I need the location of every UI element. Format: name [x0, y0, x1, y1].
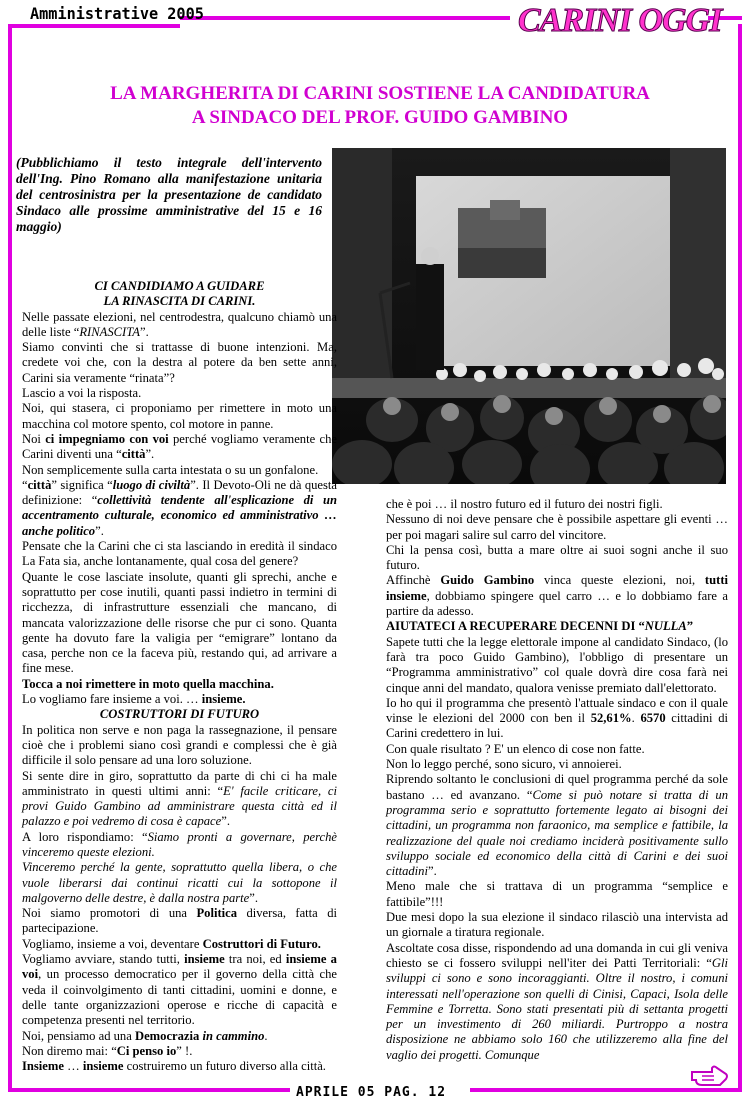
- text-run: ci impegniamo con voi: [45, 431, 169, 446]
- body-paragraph: Quante le cose lasciate insolute, quanti gli sprechi, anche e soprattutto per cose inutili, quanti passi indietro in termini di ricchezza, di infrastrutture essenziali che mancano, di mancata valorizzazione delle risorse che pur ci sono. Quanta gente ha dovuto fare la valigia per “emigrare” lontano da casa, perche non ce la faceva più, restando qui, ad arrivare a fine mese.: [22, 569, 337, 676]
- body-paragraph: che è poi … il nostro futuro ed il futuro dei nostri figli.: [386, 497, 663, 511]
- text-run: RINASCITA: [79, 324, 140, 339]
- body-paragraph: [22, 769, 337, 830]
- text-run: insieme a voi: [22, 952, 337, 982]
- speaker-at-podium-photo: [332, 148, 726, 484]
- text-run: ” !.: [176, 1043, 193, 1058]
- text-run: Affinchè: [386, 573, 441, 588]
- text-run: ”.: [427, 864, 437, 879]
- body-paragraph: [386, 619, 728, 634]
- body-paragraph: [22, 478, 337, 539]
- text-run: Noi siamo promotori di una: [22, 906, 197, 921]
- text-run: Noi: [22, 431, 46, 446]
- text-run: Insieme: [22, 1059, 64, 1074]
- text-run: Noi, pensiamo ad una: [22, 1028, 135, 1043]
- body-paragraph: [22, 1044, 337, 1059]
- body-paragraph: Non lo leggo perché, sono sicuro, vi annoierei.: [386, 757, 622, 772]
- text-run: cittadini di Carini credettero in lui.: [386, 711, 728, 741]
- body-paragraph: Chi la pensa così, butta a mare oltre ai suoi sogni anche il suo futuro.: [386, 542, 728, 573]
- article-intro: (Pubblichiamo il testo integrale dell'intervento dell'Ing. Pino Romano alla manifestazione unitaria del centrosinistra per la presentazione de candidato Sindaco alle prossime amministrative del 15 e 16 maggio): [16, 155, 322, 234]
- text-run: , un processo democratico per il governo della città che veda il coinvolgimento di tanti cittadini, uomini e donne, e delle tante organizzazioni operose e ricche di capacità e competenza presenti nel territorio.: [22, 967, 337, 1028]
- text-run: Riprendo soltanto le conclusioni di quel programma perché da sole bastano … ed avanzano. “: [386, 772, 728, 802]
- text-run: Lo vogliamo fare insieme a voi. …: [22, 692, 202, 707]
- bold-paragraph: Tocca a noi rimettere in moto quella macchina.: [22, 676, 274, 691]
- text-run: , dobbiamo spingere quel carro … e lo dobbiamo fare a partire da adesso.: [386, 588, 728, 619]
- text-run: “: [22, 477, 28, 492]
- event-photo: [332, 148, 726, 484]
- text-run: insieme: [184, 952, 225, 967]
- text-run: vinca queste elezioni, noi,: [534, 573, 705, 588]
- text-run: collettività tendente all'esplicazione di un accentramento culturale, economico ed amministrativo … anche politico: [22, 493, 337, 538]
- body-paragraph: Lascio a voi la risposta.: [22, 386, 142, 401]
- page-border-left: [8, 24, 12, 1092]
- text-run: E' facile criticare, ci provi Guido Gambino ad amministrare questa città ed il palazzo e poi vedremo di cosa è capace: [22, 783, 337, 829]
- text-run: 52,61%: [590, 711, 632, 726]
- body-paragraph: [22, 1029, 337, 1044]
- text-run: Come si può notare si tratta di un programma serio e soprattutto fortemente legato ai bisogni dei cittadini, un programma non faraonico, ma semplice e fattibile, la realizzazione del quale noi crediamo inciderà positivamente sullo sviluppo sociale ed economico della città di Carini e dei suoi cittadini: [386, 787, 728, 879]
- text-run: ”.: [95, 523, 104, 538]
- article-title-line-1: LA MARGHERITA DI CARINI SOSTIENE LA CANDIDATURA: [110, 83, 650, 104]
- text-run: NULLA: [644, 619, 687, 634]
- text-run: Costruttori di Futuro.: [202, 936, 321, 951]
- text-run: perché vogliamo veramente che Carini diventi una “: [22, 431, 337, 462]
- text-run: Si sente dire in giro, soprattutto da parte di chi ci ha male amministrato in questi ultimi anni: “: [22, 768, 337, 798]
- text-run: ”.: [249, 890, 258, 905]
- section-subheading: CI CANDIDIAMO A GUIDARE: [94, 279, 265, 293]
- body-paragraph: Non semplicemente sulla carta intestata o su un gonfalone.: [22, 462, 319, 477]
- page-footer: APRILE 05 PAG. 12: [296, 1085, 447, 1100]
- text-run: Guido Gambino: [440, 573, 535, 588]
- text-run: insieme: [82, 1059, 124, 1074]
- pointing-hand-icon: [690, 1062, 730, 1088]
- text-run: ”: [686, 619, 694, 634]
- section-subheading: COSTRUTTORI DI FUTURO: [99, 707, 260, 722]
- text-run: insieme.: [201, 692, 246, 707]
- text-run: AIUTATECI A RECUPERARE DECENNI DI “: [386, 619, 645, 634]
- body-paragraph: Siamo convinti che si trattasse di buone intenzioni. Ma, credete voi che, con la destra al potere da ben sette anni, Carini sia veramente “rinata”?: [22, 340, 337, 385]
- body-paragraph: Due mesi dopo la sua elezione il sindaco rilasciò una intervista ad un giornale a tiratura regionale.: [386, 910, 728, 940]
- body-paragraph: [386, 696, 728, 742]
- page-border-bottom-left: [8, 1088, 290, 1092]
- body-paragraph: [22, 692, 337, 707]
- text-run: Ci penso io: [116, 1043, 177, 1058]
- text-run: Vogliamo, insieme a voi, deventare: [22, 936, 203, 951]
- body-paragraph: [386, 573, 728, 619]
- body-paragraph: Pensate che la Carini che ci sta lasciando in eredità il sindaco La Fata sia, anche lontanamente, qual cosa del genere?: [22, 539, 337, 569]
- body-paragraph: [22, 937, 337, 952]
- text-run: costruiremo un futuro diverso alla città.: [123, 1059, 326, 1074]
- text-run: .: [264, 1028, 268, 1043]
- body-paragraph: Meno male che si trattava di un programma “semplice e fattibile”!!!: [386, 879, 728, 909]
- body-paragraph: Sapete tutti che la legge elettorale impone al candidato Sindaco, (lo farà tra poco Guido Gambino), l'obbligo di presentare un “Programma amministrativo” col quale dovrà dire cosa farà nei cinque anni del mandato, qualora venisse premiato dall'elettorato.: [386, 634, 728, 695]
- text-run: Vogliamo avviare, stando tutti,: [22, 952, 185, 967]
- text-run: tutti insieme: [386, 573, 729, 603]
- text-run: Democrazia: [134, 1028, 200, 1043]
- body-paragraph: Nessuno di noi deve pensare che è possibile aspettare gli eventi … per poi magari salire sul carro del vincitore.: [386, 512, 728, 542]
- body-paragraph: [386, 772, 728, 879]
- page-border-right: [738, 24, 742, 1092]
- text-run: Vinceremo perché la gente, soprattutto quella libera, o che vuole liberarsi dai continui ricatti cui la sottopone il malgoverno delle destre, è dalla nostra parte: [22, 860, 337, 905]
- body-paragraph: [22, 952, 337, 1028]
- text-run: ”.: [145, 447, 155, 462]
- body-paragraph: [386, 941, 728, 1063]
- text-run: A loro rispondiamo: “: [22, 829, 148, 844]
- page-border-top-mid: [180, 16, 510, 20]
- text-run: città: [121, 447, 146, 462]
- section-header: Amministrative 2005: [30, 4, 204, 23]
- page-border-bottom-right: [470, 1088, 742, 1092]
- page-border-top-left: [8, 24, 180, 28]
- body-paragraph: [22, 432, 337, 463]
- newspaper-masthead: CARINI OGGI: [518, 2, 722, 39]
- text-run: ”.: [221, 814, 230, 829]
- text-run: Gli sviluppi ci sono e sono incoraggianti. Oltre il nostro, i comuni interessati nell'operazione son quelli di Cinisi, Capaci, Isola delle Femmine e Torretta. Sono stati presentati più di settanta progetti per un investimento di 260 miliardi. Purtroppo a nostra disposizione ne abbiamo solo 160 che utilizzeremo alla fine del vaglio dei progetti. Comunque: [386, 955, 728, 1062]
- text-run: 6570: [640, 711, 666, 726]
- text-run: diversa, fatta di partecipazione.: [22, 906, 337, 936]
- article-column-right: [386, 497, 728, 1063]
- article-column-left: [22, 279, 337, 1074]
- body-paragraph: Noi, qui stasera, ci proponiamo per rimettere in moto una macchina col motore spento, col motore in panne.: [22, 401, 337, 431]
- text-run: …: [63, 1059, 83, 1074]
- text-run: ”.: [140, 324, 149, 339]
- text-run: tra noi, ed: [224, 952, 286, 967]
- body-paragraph: [22, 310, 337, 341]
- text-run: città: [27, 477, 52, 492]
- text-run: Io ho qui il programma che presentò l'attuale sindaco e con il quale vinse le elezioni del 2000 con ben il: [386, 695, 728, 726]
- text-run: .: [631, 711, 641, 726]
- text-run: Non diremo mai: “: [22, 1043, 117, 1058]
- text-run: Nelle passate elezioni, nel centrodestra, qualcuno chiamò una delle liste “: [22, 309, 337, 339]
- body-paragraph: [22, 860, 337, 906]
- text-run: ” significa “: [51, 477, 113, 492]
- text-run: luogo di civiltà: [112, 477, 191, 492]
- article-title: [30, 82, 730, 130]
- text-run: Siamo pronti a governare, perchè vinceremo queste elezioni.: [22, 829, 337, 859]
- text-run: Ascoltate cosa disse, rispondendo ad una domanda in cui gli veniva chiesto se ci fossero sviluppi nell'iter dei Patti Territoriali: “: [386, 940, 728, 970]
- body-paragraph: In politica non serve e non paga la rassegnazione, il pensare cioè che i problemi siano così grandi e complessi che è già difficile il solo pensare ad una loro soluzione.: [22, 722, 337, 768]
- body-paragraph: [22, 1059, 337, 1074]
- body-paragraph: [22, 830, 337, 861]
- text-run: ”. Il Devoto-Oli ne dà questa definizione: “: [22, 477, 337, 508]
- text-run: Politica: [196, 906, 238, 921]
- body-paragraph: [22, 906, 337, 937]
- body-paragraph: Con quale risultato ? E' un elenco di cose non fatte.: [386, 741, 645, 756]
- article-title-line-2: A SINDACO DEL PROF. GUIDO GAMBINO: [191, 107, 569, 128]
- text-run: in cammino: [199, 1028, 265, 1043]
- section-subheading: LA RINASCITA DI CARINI.: [103, 294, 256, 309]
